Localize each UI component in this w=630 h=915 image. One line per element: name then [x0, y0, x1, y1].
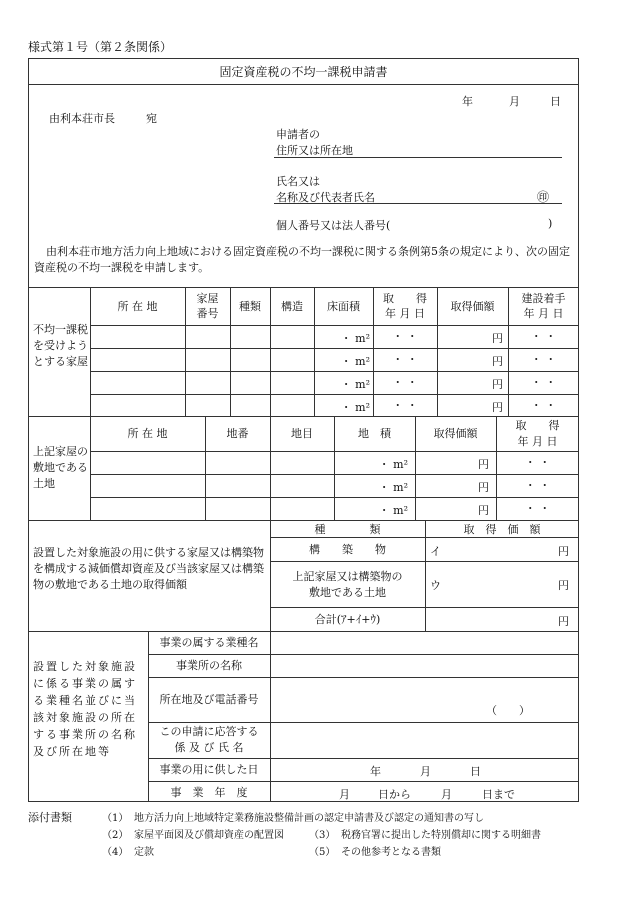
building-header-acq-1: 取 得 — [383, 292, 427, 305]
land-row-3-area: ・ m² — [378, 504, 408, 517]
land-header-acq-1: 取 得 — [515, 419, 560, 432]
attachment-3-text: 税務官署に提出した特別償却に関する明細書 — [341, 830, 541, 841]
land-row-3-date: ・ ・ — [524, 502, 551, 515]
business-fy-month-to: 月 — [441, 788, 452, 801]
land-row-3-price: 円 — [478, 504, 489, 517]
building-header-structure: 構造 — [281, 300, 303, 313]
business-address-phone-label: 所在地及び電話番号 — [159, 693, 259, 706]
attachment-5-no: （5） — [309, 847, 336, 858]
applicant-label: 申請者の — [276, 128, 320, 141]
building-header-floor-area: 床面積 — [327, 300, 360, 313]
land-header-location: 所 在 地 — [127, 427, 168, 440]
attachments-label: 添付書類 — [28, 811, 72, 824]
form-title: 固定資産税の不均一課税申請書 — [219, 65, 388, 79]
land-row-1-date: ・ ・ — [524, 456, 551, 469]
land-header-price: 取得価額 — [433, 427, 478, 440]
building-header-const-2: 年 月 日 — [523, 307, 564, 320]
business-phone-parens: （ ） — [486, 704, 530, 717]
addressee-honorific: 宛 — [146, 112, 157, 125]
land-row-2-area: ・ m² — [378, 481, 408, 494]
building-header-type: 種類 — [239, 300, 261, 313]
attachment-3-no: （3） — [309, 830, 336, 841]
attachment-5-text: その他参考となる書類 — [341, 847, 441, 858]
attachment-2-text: 家屋平面図及び償却資産の配置図 — [134, 830, 284, 841]
land-row-2-date: ・ ・ — [524, 479, 551, 492]
land-header-lot: 地番 — [226, 427, 249, 440]
building-row-3-date: ・ ・ — [392, 376, 418, 389]
business-section-label: 設置した対象施設に係る事業の属する業種名並びに当該対象施設の所在する事業所の名称及び所在地等 — [33, 660, 137, 758]
price-row-total-kind: 合計(ｱ+ｲ+ｳ) — [314, 613, 381, 626]
building-row-1-area: ・ m² — [340, 332, 370, 345]
date-year: 年 — [462, 95, 473, 108]
building-row-4-cdate: ・ ・ — [530, 399, 557, 412]
land-header-category: 地目 — [291, 427, 313, 440]
price-header-amount: 取 得 価 額 — [463, 523, 541, 536]
applicant-address-label: 住所又は所在地 — [276, 144, 353, 157]
building-row-4-area: ・ m² — [340, 401, 370, 414]
business-contact-label-1: この申請に応答する — [159, 725, 259, 738]
building-row-3-price: 円 — [492, 378, 503, 391]
applicant-name-sub: 名称及び代表者氏名 — [276, 191, 375, 204]
land-header-area: 地 積 — [358, 427, 391, 440]
business-industry-label: 事業の属する業種名 — [159, 636, 259, 649]
applicant-number-label: 個人番号又は法人番号( — [276, 219, 391, 232]
building-section-label: 不均一課税を受けようとする家屋 — [33, 323, 88, 368]
building-row-4-price: 円 — [492, 401, 503, 414]
address-underline — [274, 157, 562, 158]
price-row-land-mark: ウ — [430, 579, 441, 592]
building-row-2-cdate: ・ ・ — [530, 353, 557, 366]
building-row-1-price: 円 — [492, 332, 503, 345]
attachment-2-no: （2） — [102, 830, 129, 841]
attachment-1-no: （1） — [102, 813, 129, 824]
building-row-1-date: ・ ・ — [392, 330, 418, 343]
land-header-acq-2: 年 月 日 — [517, 435, 558, 448]
building-row-2-price: 円 — [492, 355, 503, 368]
building-row-2-area: ・ m² — [340, 355, 370, 368]
attachment-4-text: 定款 — [134, 847, 154, 858]
form-number-label: 様式第１号（第２条関係） — [28, 40, 173, 54]
date-day: 日 — [550, 95, 561, 108]
building-row-4-date: ・ ・ — [392, 399, 418, 412]
building-row-3-area: ・ m² — [340, 378, 370, 391]
date-month: 月 — [509, 95, 520, 108]
seal-mark: ㊞ — [537, 190, 550, 204]
business-fy-from: 日から — [378, 788, 411, 801]
land-section-label: 上記家屋の敷地である土地 — [33, 445, 88, 490]
building-header-acq-2: 年 月 日 — [385, 307, 425, 320]
price-row-land-kind: 上記家屋又は構築物の敷地である土地 — [292, 570, 403, 599]
building-header-location: 所 在 地 — [117, 300, 158, 313]
building-row-1-cdate: ・ ・ — [530, 330, 557, 343]
addressee-name: 由利本荘市長 — [49, 112, 115, 125]
applicant-name-label: 氏名又は — [276, 175, 320, 188]
price-row-land-unit: 円 — [558, 579, 569, 592]
land-row-2-price: 円 — [478, 481, 489, 494]
business-fy-month-from: 月 — [339, 788, 350, 801]
building-header-price: 取得価額 — [450, 300, 495, 313]
building-header-houseno-1: 家屋 — [196, 292, 219, 305]
business-office-name-label: 事業所の名称 — [176, 659, 242, 672]
land-row-1-price: 円 — [478, 458, 489, 471]
building-row-2-date: ・ ・ — [392, 353, 418, 366]
building-row-3-cdate: ・ ・ — [530, 376, 557, 389]
business-fiscal-year-label: 事 業 年 度 — [170, 786, 248, 799]
business-use-date-label: 事業の用に供した日 — [159, 763, 259, 776]
price-section-label: 設置した対象施設の用に供する家屋又は構築物を構成する減価償却資産及び当該家屋又は構築物の敷地である土地の取得価額 — [33, 546, 264, 591]
land-row-1-area: ・ m² — [378, 458, 408, 471]
intro-text: 由利本荘市地方活力向上地域における固定資産税の不均一課税に関する条例第5条の規定により、次の固定資産税の不均一課税を申請します。 — [34, 245, 570, 274]
price-row-structure-mark: イ — [430, 545, 441, 558]
business-use-date-day: 日 — [470, 765, 481, 778]
attachment-1-text: 地方活力向上地域特定業務施設整備計画の認定申請書及び認定の通知書の写し — [134, 813, 484, 824]
applicant-number-close: ) — [548, 217, 553, 230]
business-fy-to: 日まで — [482, 788, 515, 801]
business-use-date-month: 月 — [420, 765, 431, 778]
building-header-houseno-2: 番号 — [196, 307, 219, 320]
building-header-const-1: 建設着手 — [521, 292, 566, 305]
price-row-total-unit: 円 — [558, 615, 569, 628]
business-use-date-year: 年 — [370, 765, 381, 778]
business-contact-label-2: 係 及 び 氏 名 — [174, 741, 244, 754]
price-row-structure-unit: 円 — [558, 545, 569, 558]
name-underline — [274, 203, 562, 204]
price-row-structure-kind: 構 築 物 — [309, 543, 386, 556]
price-header-kind: 種 類 — [314, 523, 381, 536]
attachment-4-no: （4） — [102, 847, 129, 858]
